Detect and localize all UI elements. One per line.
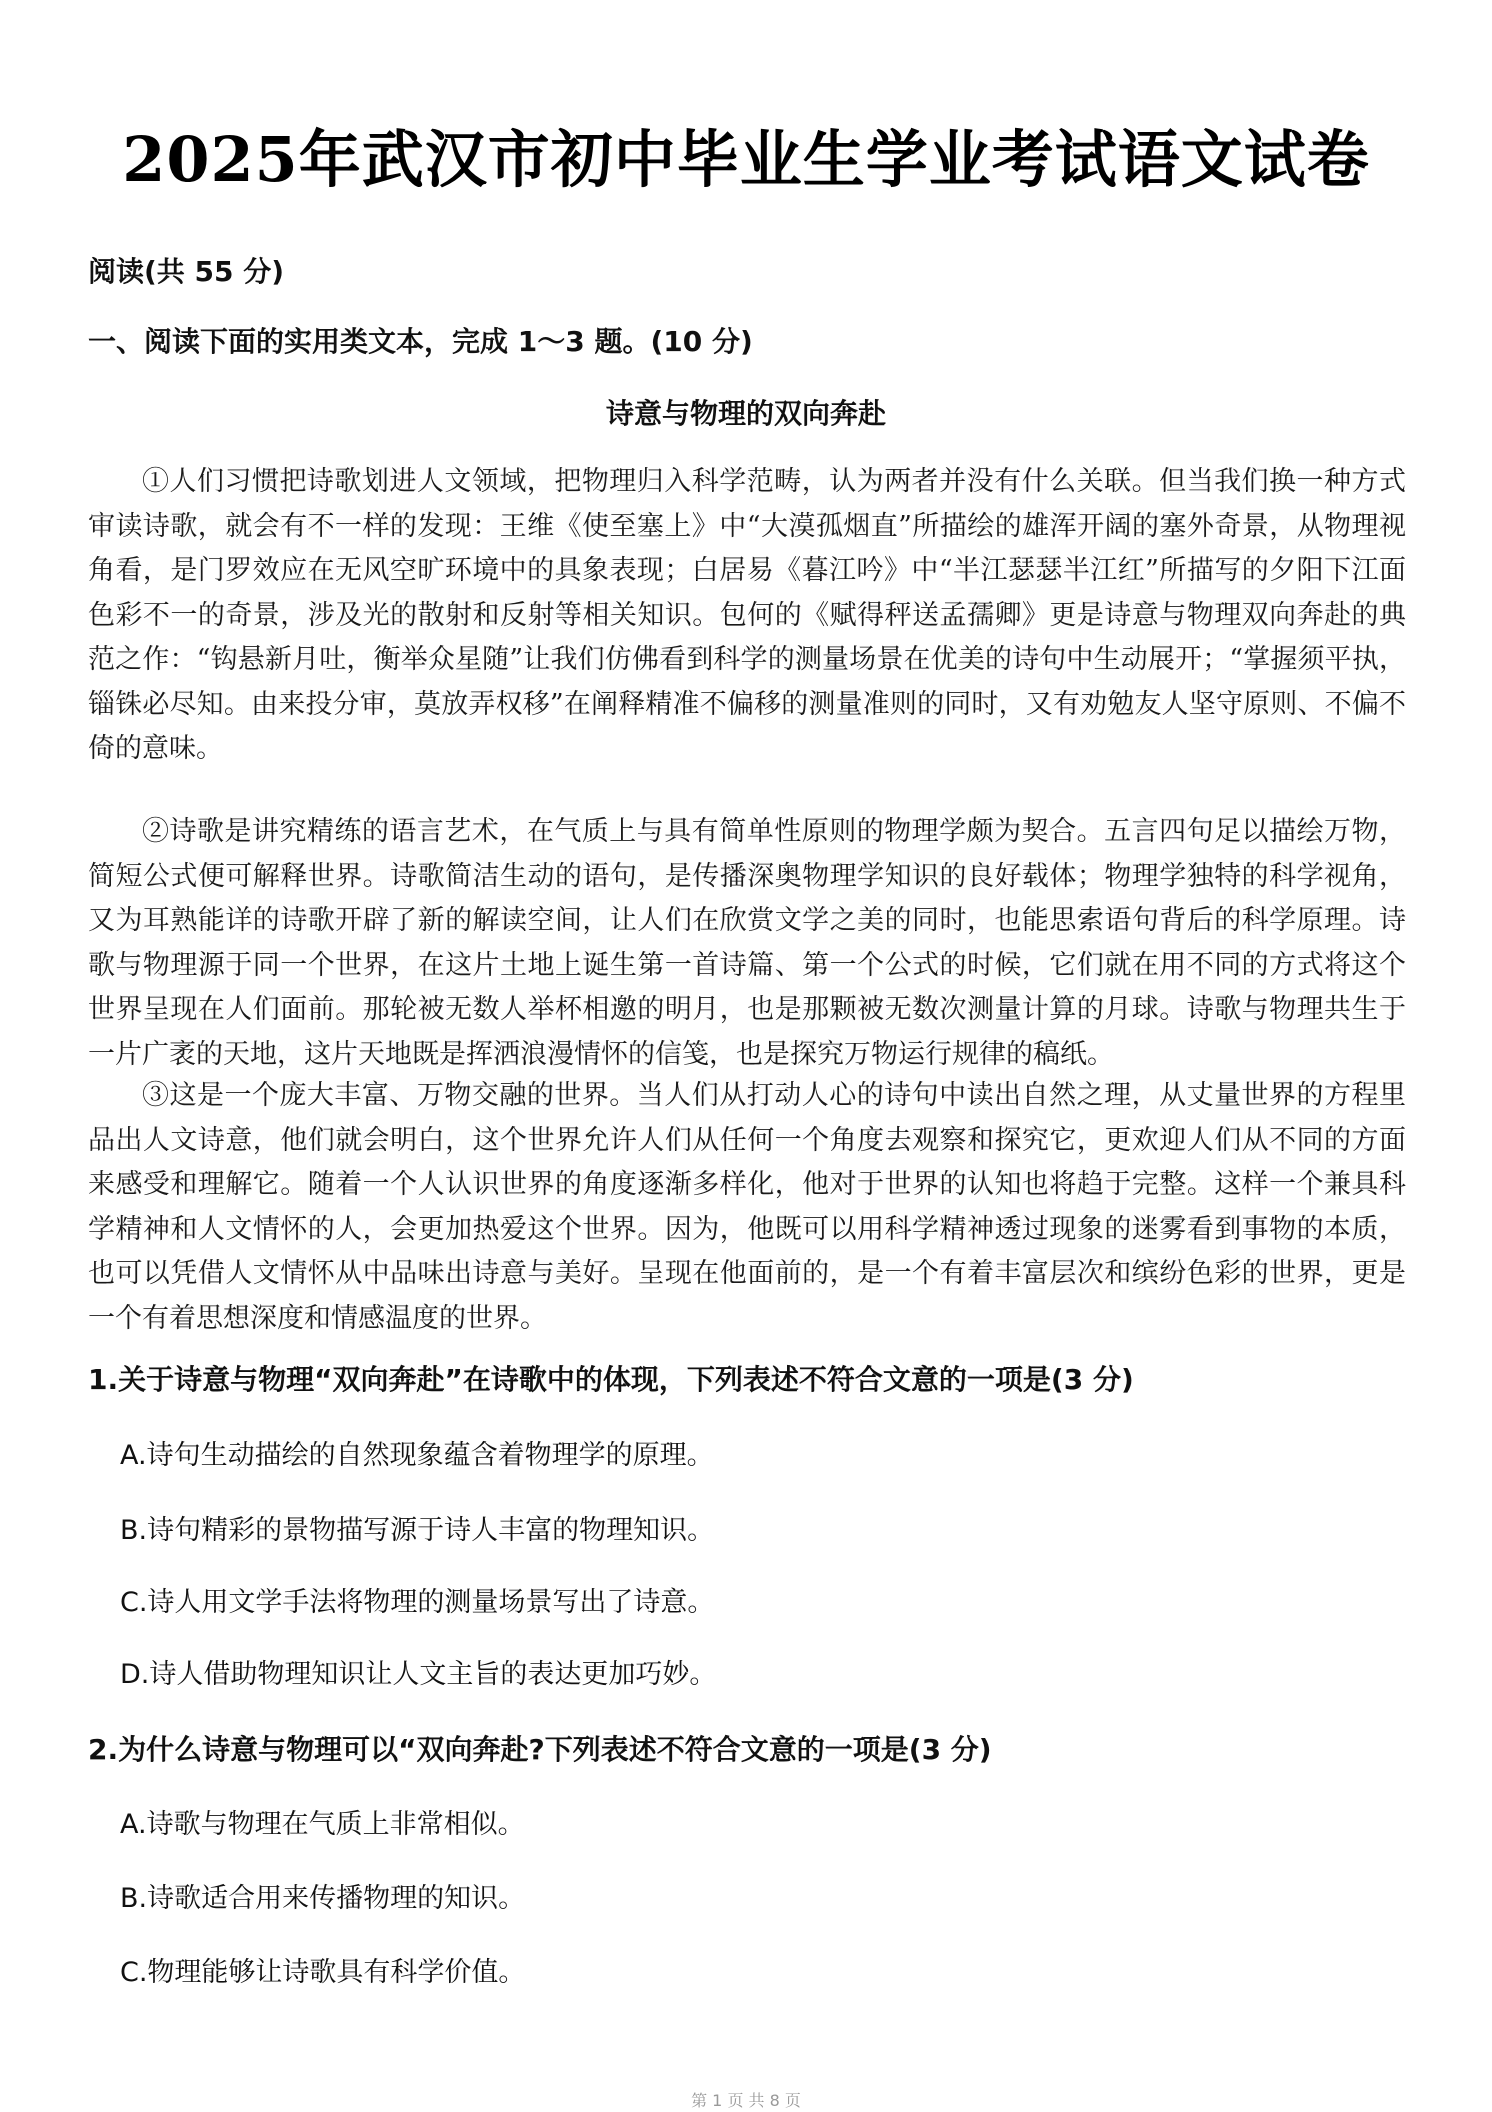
question-2-option-c: C.物理能够让诗歌具有科学价值。 [120,1957,526,1988]
question-2-stem: 2.为什么诗意与物理可以“双向奔赴?下列表述不符合文意的一项是(3 分) [88,1733,992,1766]
question-2-option-a: A.诗歌与物理在气质上非常相似。 [120,1809,525,1840]
article-paragraph-2: ②诗歌是讲究精练的语言艺术，在气质上与具有简单性原则的物理学颇为契合。五言四句足以描绘万物，简短公式便可解释世界。诗歌简洁生动的语句，是传播深奥物理学知识的良好载体；物理学独特的科学视角，又为耳熟能详的诗歌开辟了新的解读空间，让人们在欣赏文学之美的同时，也能思索语句背后的科学原理。诗歌与物理源于同一个世界，在这片土地上诞生第一首诗篇、第一个公式的时候，它们就在用不同的方式将这个世界呈现在人们面前。那轮被无数人举杯相邀的明月，也是那颗被无数次测量计算的月球。诗歌与物理共生于一片广袤的天地，这片天地既是挥洒浪漫情怀的信笺，也是探究万物运行规律的稿纸。 [88,816,1406,1070]
question-1-option-b: B.诗句精彩的景物描写源于诗人丰富的物理知识。 [120,1515,715,1546]
section1-header: 一、阅读下面的实用类文本，完成 1～3 题。(10 分) [88,325,753,358]
question-1-stem: 1.关于诗意与物理“双向奔赴”在诗歌中的体现，下列表述不符合文意的一项是(3 分) [88,1363,1134,1396]
article-paragraph-1: ①人们习惯把诗歌划进人文领域，把物理归入科学范畴，认为两者并没有什么关联。但当我们换一种方式审读诗歌，就会有不一样的发现：王维《使至塞上》中“大漠孤烟直”所描绘的雄浑开阔的塞外奇景，从物理视角看，是门罗效应在无风空旷环境中的具象表现；白居易《暮江吟》中“半江瑟瑟半江红”所描写的夕阳下江面色彩不一的奇景，涉及光的散射和反射等相关知识。包何的《赋得秤送孟孺卿》更是诗意与物理双向奔赴的典范之作：“钩悬新月吐，衡举众星随”让我们仿佛看到科学的测量场景在优美的诗句中生动展开；“掌握须平执，锱铢必尽知。由来投分审，莫放弄权移”在阐释精准不偏移的测量准则的同时，又有劝勉友人坚守原则、不偏不倚的意味。 [88,466,1406,764]
question-1-option-c: C.诗人用文学手法将物理的测量场景写出了诗意。 [120,1587,715,1618]
exam-title: 2025年武汉市初中毕业生学业考试语文试卷 [122,123,1370,196]
article-paragraph-3: ③这是一个庞大丰富、万物交融的世界。当人们从打动人心的诗句中读出自然之理，从丈量世界的方程里品出人文诗意，他们就会明白，这个世界允许人们从任何一个角度去观察和探究它，更欢迎人们从不同的方面来感受和理解它。随着一个人认识世界的角度逐渐多样化，他对于世界的认知也将趋于完整。这样一个兼具科学精神和人文情怀的人，会更加热爱这个世界。因为，他既可以用科学精神透过现象的迷雾看到事物的本质，也可以凭借人文情怀从中品味出诗意与美好。呈现在他面前的，是一个有着丰富层次和缤纷色彩的世界，更是一个有着思想深度和情感温度的世界。 [88,1080,1406,1334]
question-1-option-a: A.诗句生动描绘的自然现象蕴含着物理学的原理。 [120,1440,714,1471]
article-title: 诗意与物理的双向奔赴 [605,397,886,430]
question-1-option-d: D.诗人借助物理知识让人文主旨的表达更加巧妙。 [120,1659,717,1690]
reading-header: 阅读(共 55 分) [88,255,285,288]
question-2-option-b: B.诗歌适合用来传播物理的知识。 [120,1883,526,1914]
page-footer: 第 1 页 共 8 页 [691,2091,801,2110]
